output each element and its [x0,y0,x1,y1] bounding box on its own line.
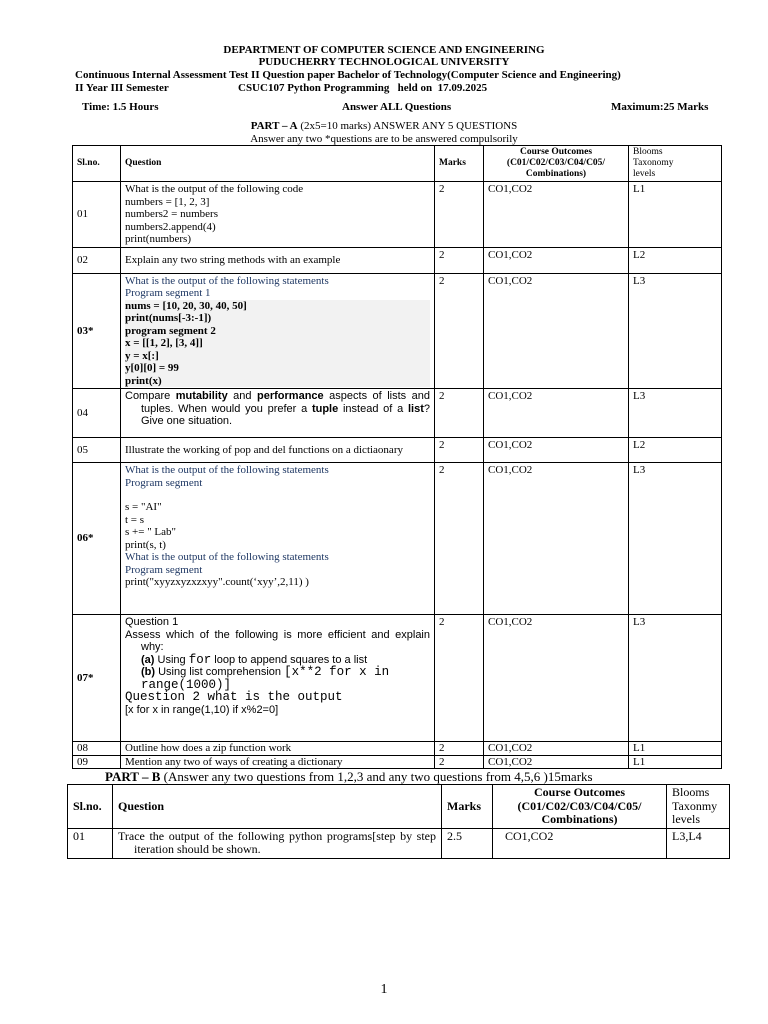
question-marks: 2 [435,615,484,742]
col-marks-header: Marks [435,146,484,182]
question-blooms-level: L1 [629,755,722,769]
department-heading: DEPARTMENT OF COMPUTER SCIENCE AND ENGINEERING [223,44,545,56]
question-marks: 2 [435,755,484,769]
code-block: nums = [10, 20, 30, 40, 50] print(nums[-3:-1]) program segment 2 x = [[1, 2], [3, 4]] y = x[:] y[0][0] = 99 print(x) [125,300,430,388]
question-row-08 [73,742,722,756]
part-a-table [72,145,722,769]
part-b-header-row [68,785,730,829]
question-course-outcome: CO1,CO2 [484,755,629,769]
question-number: 05 [73,438,121,463]
question-blooms-level: L3 [629,389,722,438]
part-b-title: PART – B (Answer any two questions from 1,2,3 and any two questions from 4,5,6 )15marks [105,769,593,784]
question-course-outcome: CO1,CO2 [484,742,629,756]
question-text: Compare mutability and performance aspects of lists and tuples. When would you prefer a tuple instead of a list? Give one situation. [121,389,435,438]
question-text: Explain any two string methods with an example [121,247,435,273]
col-blooms-header: Blooms Taxonmy levels [667,785,730,829]
question-row-02 [73,247,722,273]
question-course-outcome: CO1,CO2 [493,828,667,858]
question-course-outcome: CO1,CO2 [484,247,629,273]
question-text: Trace the output of the following python programs[step by step iteration should be shown. [113,828,442,858]
question-number: 04 [73,389,121,438]
question-number: 02 [73,247,121,273]
question-text: Question 1 Assess which of the following is more efficient and explain why: (a) Using for loop to append squares to a list (b) Using list comprehension [x**2 for x in range(1000)] Question 2 what is the output [x for x in range(1,10) if x%2=0] [121,615,435,742]
part-a-subtitle: Answer any two *questions are to be answered compulsorily [250,133,518,145]
question-marks: 2 [435,182,484,248]
question-row-06 [73,463,722,615]
exam-title: Continuous Internal Assessment Test II Question paper Bachelor of Technology(Computer Science and Engineering) [75,69,621,81]
question-number: 06* [73,463,121,615]
question-number: 08 [73,742,121,756]
question-row-04 [73,389,722,438]
question-blooms-level: L2 [629,247,722,273]
semester-label: II Year III Semester [75,82,169,94]
question-course-outcome: CO1,CO2 [484,615,629,742]
question-blooms-level: L2 [629,438,722,463]
question-blooms-level: L3,L4 [667,828,730,858]
max-marks-label: Maximum:25 Marks [611,101,709,113]
question-row-01 [73,182,722,248]
question-course-outcome: CO1,CO2 [484,389,629,438]
question-row-07 [73,615,722,742]
question-marks: 2.5 [442,828,493,858]
question-row-05 [73,438,722,463]
question-text: What is the output of the following statements Program segment s = "AI" t = s s += " Lab" print(s, t) What is the output of the following statements Program segment print("xyyzxyzxzxyy".count(‘xyy’,2,11) ) [121,463,435,615]
question-course-outcome: CO1,CO2 [484,438,629,463]
instructions-label: Answer ALL Questions [342,101,452,113]
col-question-header: Question [121,146,435,182]
question-marks: 2 [435,438,484,463]
part-a-title: PART – A (2x5=10 marks) ANSWER ANY 5 QUESTIONS [250,120,518,132]
question-course-outcome: CO1,CO2 [484,182,629,248]
question-marks: 2 [435,463,484,615]
question-course-outcome: CO1,CO2 [484,463,629,615]
question-marks: 2 [435,273,484,389]
question-blooms-level: L1 [629,742,722,756]
question-blooms-level: L3 [629,273,722,389]
part-b-question-row-01 [68,828,730,858]
col-slno-header: Sl.no. [68,785,113,829]
col-slno-header: Sl.no. [73,146,121,182]
part-a-header-row [73,146,722,182]
question-marks: 2 [435,742,484,756]
question-row-09 [73,755,722,769]
question-text: Outline how does a zip function work [121,742,435,756]
question-marks: 2 [435,247,484,273]
question-course-outcome: CO1,CO2 [484,273,629,389]
col-marks-header: Marks [442,785,493,829]
page-number: 1 [380,982,388,997]
question-text: What is the output of the following statements Program segment 1 nums = [10, 20, 30, 40, 50] print(nums[-3:-1]) program segment 2 x = [[1, 2], [3, 4]] y = x[:] y[0][0] = 99 print(x) [121,273,435,389]
question-text: Illustrate the working of pop and del functions on a dictiaonary [121,438,435,463]
question-row-03 [73,273,722,389]
question-text: Mention any two of ways of creating a dictionary [121,755,435,769]
question-number: 01 [73,182,121,248]
question-marks: 2 [435,389,484,438]
time-label: Time: 1.5 Hours [82,101,159,113]
question-number: 07* [73,615,121,742]
question-blooms-level: L1 [629,182,722,248]
question-blooms-level: L3 [629,463,722,615]
question-number: 03* [73,273,121,389]
col-question-header: Question [113,785,442,829]
question-number: 09 [73,755,121,769]
question-number: 01 [68,828,113,858]
col-blooms-header: Blooms Taxonomy levels [629,146,722,182]
part-b-table [67,784,730,859]
question-blooms-level: L3 [629,615,722,742]
university-heading: PUDUCHERRY TECHNOLOGICAL UNIVERSITY [258,56,510,68]
question-text: What is the output of the following code numbers = [1, 2, 3] numbers2 = numbers numbers2.append(4) print(numbers) [121,182,435,248]
course-label: CSUC107 Python Programming held on 17.09.2025 [238,82,488,94]
col-course-outcomes-header: Course Outcomes (C01/C02/C03/C04/C05/ Combinations) [493,785,667,829]
col-course-outcomes-header: Course Outcomes (C01/C02/C03/C04/C05/ Combinations) [484,146,629,182]
